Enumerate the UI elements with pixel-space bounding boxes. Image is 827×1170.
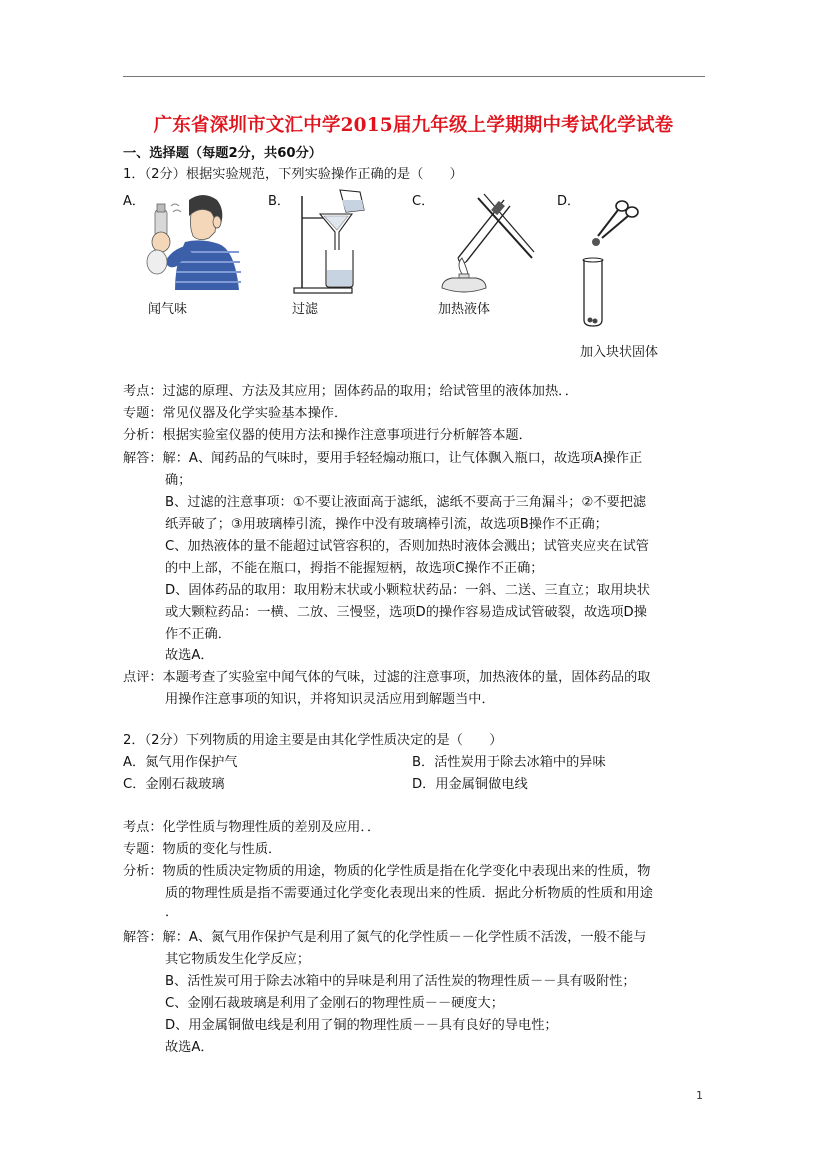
q2-option-b: B．活性炭用于除去冰箱中的异味 (412, 755, 606, 770)
q1-fenxi: 分析：根据实验室仪器的使用方法和操作注意事项进行分析解答本题． (123, 428, 532, 443)
q1-jieda-line-6: 的中上部，不能在瓶口，拇指不能握短柄，故选项C操作不正确； (165, 561, 544, 576)
header-rule (123, 76, 705, 77)
adding-solid-illustration (578, 196, 640, 328)
q1-dianping-line-1: 点评：本题考查了实验室中闻气体的气味，过滤的注意事项，加热液体的量，固体药品的取 (123, 670, 651, 685)
q1-jieda-line-1: 解答：解：A、闻药品的气味时，要用手轻轻煽动瓶口，让气体飘入瓶口，故选项A操作正 (123, 451, 643, 466)
q2-jieda-line-4: C、金刚石裁玻璃是利用了金刚石的物理性质－－硬度大； (165, 996, 504, 1011)
q1-jieda-line-4: 纸弄破了；③用玻璃棒引流，操作中没有玻璃棒引流，故选项B操作不正确； (165, 517, 608, 532)
q2-stem: 2．（2分）下列物质的用途主要是由其化学性质决定的是（ ） (123, 733, 503, 748)
q2-option-c: C．金刚石裁玻璃 (123, 777, 225, 792)
q1-dianping-line-2: 用操作注意事项的知识，并将知识灵活应用到解题当中． (165, 692, 495, 707)
q2-jieda-line-3: B、活性炭可用于除去冰箱中的异味是利用了活性炭的物理性质－－具有吸附性； (165, 974, 636, 989)
q1-jieda-line-7: D、固体药品的取用：取用粉末状或小颗粒状药品：一斜、二送、三直立；取用块状 (165, 583, 650, 598)
q1-jieda-line-10: 故选A． (165, 648, 214, 663)
q1-zhuanti: 专题：常见仪器及化学实验基本操作． (123, 406, 348, 421)
q2-jieda-line-6: 故选A． (165, 1040, 214, 1055)
q1-kaodian: 考点：过滤的原理、方法及其应用；固体药品的取用；给试管里的液体加热．． (123, 384, 578, 399)
q1-jieda-line-2: 确； (165, 473, 192, 488)
q1-option-d-letter: D． (557, 194, 581, 209)
q2-option-d: D．用金属铜做电线 (412, 777, 528, 792)
filtration-illustration (290, 188, 370, 296)
page-title: 广东省深圳市文汇中学2015届九年级上学期期中考试化学试卷 (153, 115, 674, 136)
q2-jieda-line-2: 其它物质发生化学反应； (165, 952, 311, 967)
q2-option-a: A．氮气用作保护气 (123, 755, 238, 770)
heating-liquid-illustration (432, 188, 538, 296)
q2-jieda-line-1: 解答：解：A、氮气用作保护气是利用了氮气的化学性质－－化学性质不活泼，一般不能与 (123, 930, 647, 945)
q1-caption-c: 加热液体 (438, 302, 491, 317)
q1-jieda-line-3: B、过滤的注意事项：①不要让液面高于滤纸，滤纸不要高于三角漏斗；②不要把滤 (165, 495, 647, 510)
q1-jieda-line-5: C、加热液体的量不能超过试管容积的，否则加热时液体会溅出；试管夹应夹在试管 (165, 539, 649, 554)
q2-jieda-line-5: D、用金属铜做电线是利用了铜的物理性质－－具有良好的导电性； (165, 1018, 558, 1033)
q1-stem: 1．（2分）根据实验规范，下列实验操作正确的是（ ） (123, 167, 463, 182)
q1-caption-b: 过滤 (292, 302, 319, 317)
q1-option-a-letter: A． (123, 194, 145, 209)
q2-fenxi-line-2: 质的物理性质是指不需要通过化学变化表现出来的性质．据此分析物质的性质和用途 (165, 886, 653, 901)
q1-jieda-line-8: 或大颗粒药品：一横、二放、三慢竖，选项D的操作容易造成试管破裂，故选项D操 (165, 605, 647, 620)
q1-option-c-letter: C． (412, 194, 435, 209)
page-number: 1 (696, 1089, 703, 1102)
q1-caption-d: 加入块状固体 (580, 345, 659, 360)
q1-option-b-letter: B． (268, 194, 290, 209)
section-heading: 一、选择题（每题2分，共60分） (123, 146, 322, 161)
q1-jieda-line-9: 作不正确． (165, 627, 231, 642)
q2-fenxi-line-3: ． (165, 905, 179, 920)
q1-caption-a: 闻气味 (148, 302, 188, 317)
q2-zhuanti: 专题：物质的变化与性质． (123, 842, 282, 857)
q2-kaodian: 考点：化学性质与物理性质的差别及应用．． (123, 820, 381, 835)
smelling-illustration (145, 192, 245, 290)
q2-fenxi-line-1: 分析：物质的性质决定物质的用途，物质的化学性质是指在化学变化中表现出来的性质，物 (123, 864, 651, 879)
